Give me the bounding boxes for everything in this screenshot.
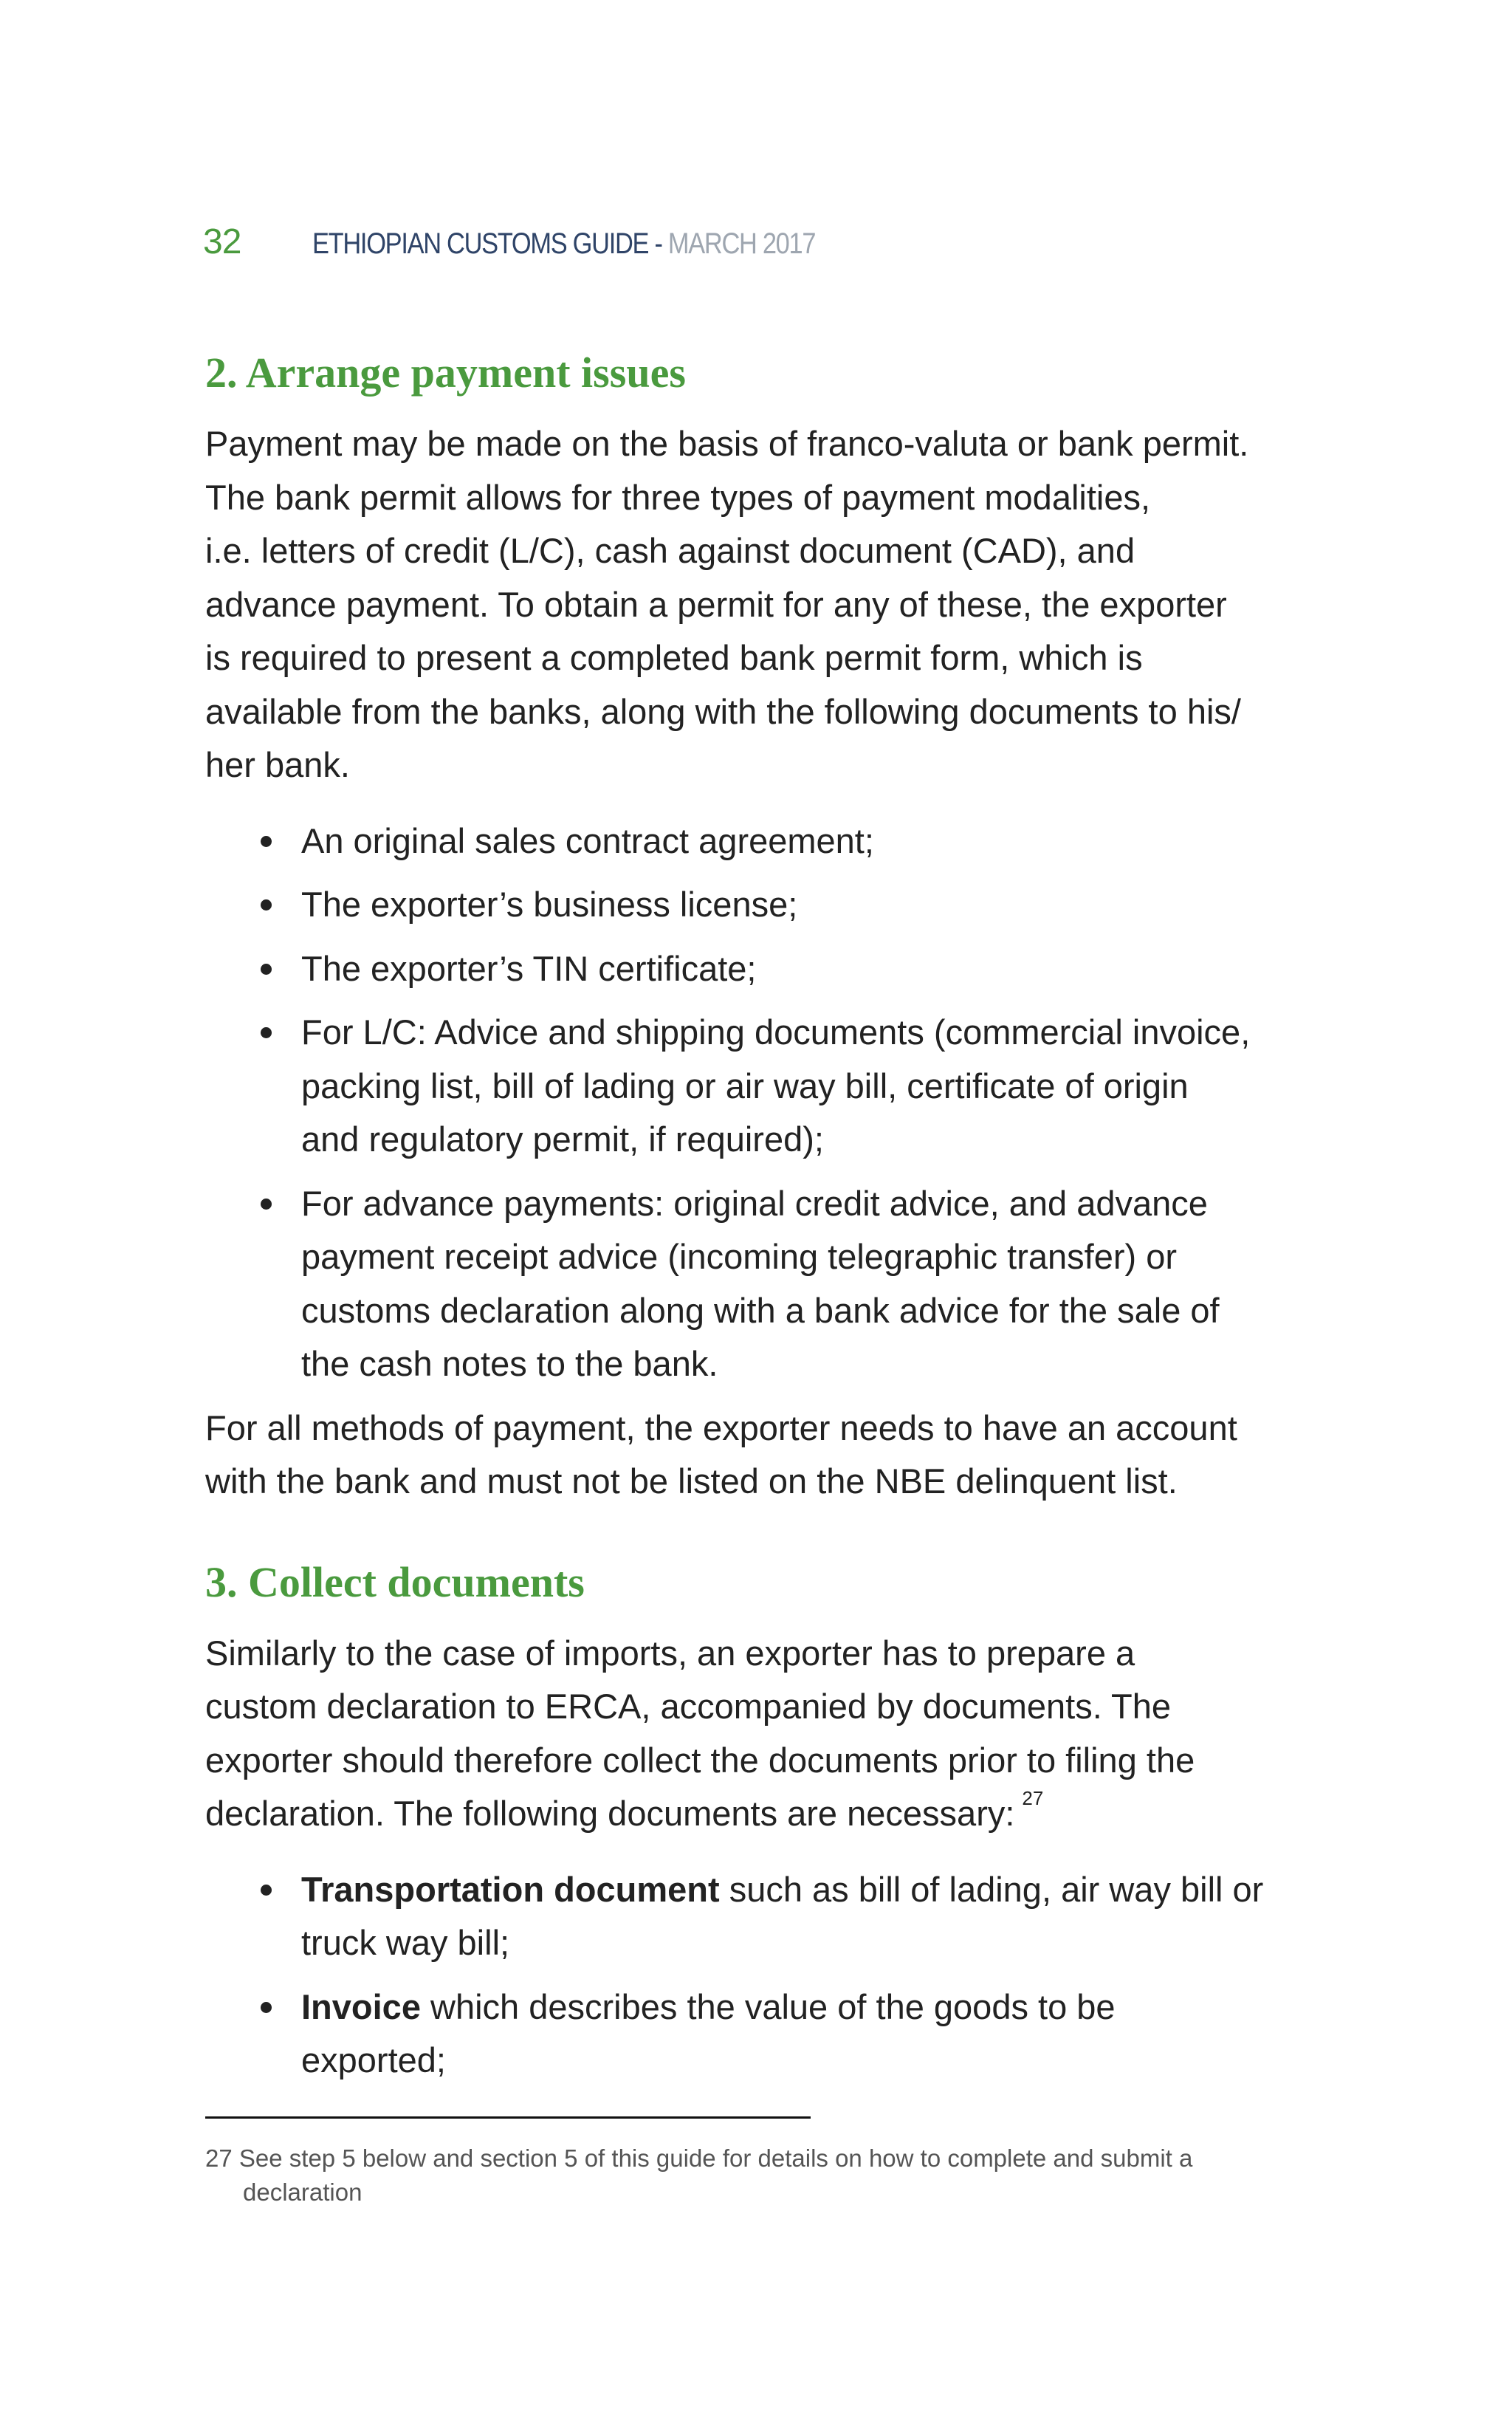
footnote-line: declaration — [243, 2178, 362, 2206]
bullet-dot-icon — [261, 964, 272, 975]
paragraph-line: exporter should therefore collect the documents prior to filing the — [205, 1740, 1195, 1780]
list-item — [205, 942, 1327, 996]
footnote-number: 27 — [205, 2144, 233, 2172]
paragraph-line: available from the banks, along with the following documents to his/ — [205, 691, 1241, 731]
paragraph-line: i.e. letters of credit (L/C), cash against document (CAD), and — [205, 531, 1135, 570]
list-item-text: exported; — [301, 2040, 446, 2079]
paragraph-line: For all methods of payment, the exporter needs to have an account — [205, 1407, 1237, 1447]
list-item-text: The exporter’s business license; — [301, 885, 798, 924]
list-item-text: which describes the value of the goods to be — [420, 1986, 1116, 2026]
list-item-text: For L/C: Advice and shipping documents (commercial invoice, — [301, 1012, 1251, 1052]
paragraph-line: Payment may be made on the basis of franco-valuta or bank permit. — [205, 424, 1249, 463]
list-item-text: The exporter’s TIN certificate; — [301, 948, 757, 988]
list-item — [205, 815, 1327, 868]
guide-title-text: ETHIOPIAN CUSTOMS GUIDE - — [312, 227, 668, 260]
section-heading-collect-documents: 3. Collect documents — [205, 1557, 585, 1606]
paragraph-line: is required to present a completed bank permit form, which is — [205, 638, 1143, 677]
list-item-text: such as bill of lading, air way bill or — [719, 1869, 1264, 1909]
list-item-text: packing list, bill of lading or air way bill, certificate of origin — [301, 1066, 1189, 1105]
list-item — [205, 1177, 1327, 1391]
main-content — [205, 343, 1327, 2098]
bullet-dot-icon — [261, 2002, 272, 2013]
footnote-divider — [205, 2116, 811, 2119]
guide-date: MARCH 2017 — [667, 227, 816, 260]
paragraph-line: advance payment. To obtain a permit for any of these, the exporter — [205, 584, 1227, 624]
list-item — [205, 878, 1327, 932]
paragraph-line: The bank permit allows for three types of payment modalities, — [205, 477, 1151, 517]
paragraph-line: Similarly to the case of imports, an exporter has to prepare a — [205, 1633, 1135, 1673]
footnote — [205, 2142, 1313, 2209]
paragraph-line — [205, 1787, 1327, 1841]
paragraph-line: with the bank and must not be listed on the NBE delinquent list. — [205, 1461, 1178, 1501]
footnote-reference[interactable]: 27 — [1022, 1787, 1044, 1809]
list-item — [205, 1863, 1327, 1970]
bullet-dot-icon — [261, 836, 272, 847]
bullet-dot-icon — [261, 1885, 272, 1896]
list-item-text: truck way bill; — [301, 1923, 510, 1962]
list-item-text: the cash notes to the bank. — [301, 1344, 718, 1383]
bullet-dot-icon — [261, 1027, 272, 1038]
section2-closing — [205, 1402, 1327, 1509]
page-number: 32 — [203, 222, 241, 261]
list-item — [205, 1981, 1327, 2088]
list-item-text: An original sales contract agreement; — [301, 820, 874, 860]
list-item-term: Transportation document — [301, 1869, 720, 1909]
export-documents-list — [205, 1863, 1327, 2088]
guide-title — [312, 227, 815, 261]
paragraph-line: her bank. — [205, 745, 350, 784]
footnote-text: See step 5 below and section 5 of this guide for details on how to complete and submit a — [232, 2144, 1193, 2172]
list-item-text: and regulatory permit, if required); — [301, 1120, 824, 1159]
footnote-line — [205, 2142, 1313, 2175]
payment-documents-list — [205, 815, 1327, 1391]
section-heading-payment: 2. Arrange payment issues — [205, 349, 686, 397]
list-item-term: Invoice — [301, 1986, 421, 2026]
paragraph-text: declaration. The following documents are necessary: — [205, 1794, 1015, 1833]
list-item-text: payment receipt advice (incoming telegraphic transfer) or — [301, 1237, 1177, 1276]
paragraph-line: custom declaration to ERCA, accompanied by documents. The — [205, 1687, 1171, 1726]
list-item-text: customs declaration along with a bank advice for the sale of — [301, 1290, 1220, 1330]
list-item — [205, 1006, 1327, 1167]
running-header — [203, 222, 1310, 266]
bullet-dot-icon — [261, 899, 272, 911]
section3-intro — [205, 1627, 1327, 1841]
bullet-dot-icon — [261, 1199, 272, 1210]
section2-intro — [205, 417, 1327, 792]
list-item-text: For advance payments: original credit advice, and advance — [301, 1183, 1208, 1223]
